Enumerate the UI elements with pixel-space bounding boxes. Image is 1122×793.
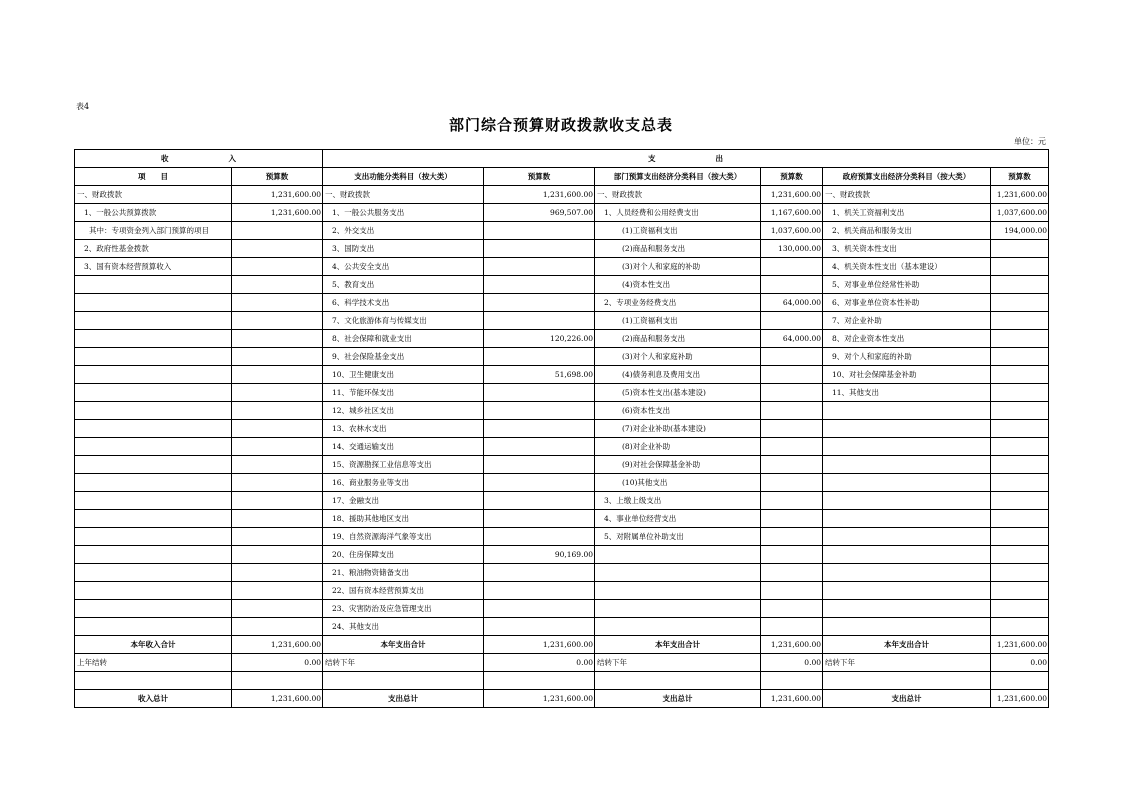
empty-row (75, 672, 1049, 690)
dept-econ-budget-cell (761, 258, 823, 276)
dept-econ-item-cell: (2)商品和服务支出 (595, 330, 761, 348)
gov-econ-item-cell: 11、其他支出 (823, 384, 991, 402)
year-expense-total-value: 1,231,600.00 (991, 636, 1049, 654)
income-item-cell (75, 582, 232, 600)
dept-econ-budget-cell: 130,000.00 (761, 240, 823, 258)
budget-column-header: 预算数 (232, 168, 323, 186)
function-class-budget-cell (484, 456, 595, 474)
gov-econ-budget-cell (991, 456, 1049, 474)
function-class-budget-cell (484, 240, 595, 258)
gov-econ-item-cell: 8、对企业资本性支出 (823, 330, 991, 348)
dept-econ-budget-cell: 1,037,600.00 (761, 222, 823, 240)
dept-econ-budget-cell (761, 276, 823, 294)
function-class-item-cell: 22、国有资本经营预算支出 (323, 582, 484, 600)
dept-econ-budget-cell (761, 564, 823, 582)
income-budget-cell (232, 420, 323, 438)
gov-econ-item-cell: 9、对个人和家庭的补助 (823, 348, 991, 366)
gov-econ-budget-cell (991, 240, 1049, 258)
income-item-cell (75, 420, 232, 438)
dept-econ-budget-cell (761, 474, 823, 492)
gov-econ-item-cell: 10、对社会保障基金补助 (823, 366, 991, 384)
year-expense-total-value: 1,231,600.00 (761, 636, 823, 654)
grand-total-row (75, 690, 1049, 708)
income-item-cell: 2、政府性基金拨款 (75, 240, 232, 258)
gov-econ-budget-cell (991, 474, 1049, 492)
dept-econ-budget-cell: 64,000.00 (761, 294, 823, 312)
budget-column-header: 预算数 (761, 168, 823, 186)
dept-econ-budget-cell (761, 366, 823, 384)
income-budget-cell (232, 330, 323, 348)
dept-econ-budget-cell (761, 456, 823, 474)
income-budget-cell (232, 456, 323, 474)
carry-next-year-label: 结转下年 (595, 654, 761, 672)
income-grand-total-label: 收入总计 (75, 690, 232, 708)
function-class-budget-cell: 51,698.00 (484, 366, 595, 384)
income-item-cell (75, 438, 232, 456)
dept-econ-budget-cell (761, 312, 823, 330)
dept-econ-budget-cell (761, 528, 823, 546)
gov-econ-budget-cell (991, 438, 1049, 456)
function-class-item-cell: 3、国防支出 (323, 240, 484, 258)
table-row (75, 240, 1049, 258)
income-item-cell (75, 366, 232, 384)
dept-econ-item-cell (595, 582, 761, 600)
gov-econ-item-cell (823, 600, 991, 618)
income-section-header: 收 入 (75, 150, 323, 168)
income-budget-cell (232, 294, 323, 312)
gov-econ-budget-cell (991, 582, 1049, 600)
income-item-cell: 其中：专项资金列入部门预算的项目 (75, 222, 232, 240)
function-class-budget-cell (484, 348, 595, 366)
dept-econ-item-cell: (7)对企业补助(基本建设) (595, 420, 761, 438)
gov-econ-item-cell: 1、机关工资福利支出 (823, 204, 991, 222)
year-expense-total-label: 本年支出合计 (595, 636, 761, 654)
function-class-budget-cell (484, 492, 595, 510)
gov-econ-budget-cell (991, 528, 1049, 546)
gov-econ-item-cell: 5、对事业单位经常性补助 (823, 276, 991, 294)
function-class-budget-cell (484, 510, 595, 528)
year-income-total-value: 1,231,600.00 (232, 636, 323, 654)
function-class-budget-cell (484, 564, 595, 582)
item-column-header: 项 目 (75, 168, 232, 186)
carry-next-year-value: 0.00 (484, 654, 595, 672)
dept-econ-item-cell: (4)资本性支出 (595, 276, 761, 294)
dept-econ-item-cell: 5、对附属单位补助支出 (595, 528, 761, 546)
income-budget-cell: 1,231,600.00 (232, 186, 323, 204)
income-item-cell (75, 294, 232, 312)
income-budget-cell (232, 366, 323, 384)
income-item-cell (75, 474, 232, 492)
carry-next-year-value: 0.00 (991, 654, 1049, 672)
dept-econ-budget-cell (761, 582, 823, 600)
function-class-item-cell: 8、社会保障和就业支出 (323, 330, 484, 348)
gov-econ-item-cell (823, 492, 991, 510)
dept-econ-budget-cell (761, 618, 823, 636)
expense-grand-total-label: 支出总计 (595, 690, 761, 708)
function-class-budget-cell (484, 420, 595, 438)
function-class-budget-cell (484, 618, 595, 636)
function-class-item-cell: 24、其他支出 (323, 618, 484, 636)
carry-next-year-label: 结转下年 (323, 654, 484, 672)
table-row (75, 546, 1049, 564)
gov-econ-item-cell: 7、对企业补助 (823, 312, 991, 330)
income-budget-cell (232, 510, 323, 528)
table-row (75, 492, 1049, 510)
carry-over-row (75, 654, 1049, 672)
function-class-item-cell: 23、灾害防治及应急管理支出 (323, 600, 484, 618)
income-item-cell (75, 528, 232, 546)
function-class-budget-cell (484, 474, 595, 492)
function-class-item-cell: 11、节能环保支出 (323, 384, 484, 402)
income-grand-total-value: 1,231,600.00 (232, 690, 323, 708)
table-row (75, 402, 1049, 420)
income-budget-cell (232, 546, 323, 564)
gov-econ-budget-cell (991, 492, 1049, 510)
table-row (75, 348, 1049, 366)
table-row (75, 330, 1049, 348)
gov-econ-budget-cell (991, 402, 1049, 420)
function-class-budget-cell: 1,231,600.00 (484, 186, 595, 204)
dept-econ-item-cell: 2、专项业务经费支出 (595, 294, 761, 312)
function-class-budget-cell (484, 402, 595, 420)
dept-econ-item-cell: 3、上缴上级支出 (595, 492, 761, 510)
dept-econ-item-cell (595, 546, 761, 564)
function-class-column-header: 支出功能分类科目（按大类） (323, 168, 484, 186)
function-class-item-cell: 14、交通运输支出 (323, 438, 484, 456)
gov-econ-budget-cell (991, 510, 1049, 528)
function-class-budget-cell (484, 600, 595, 618)
dept-econ-item-cell: (8)对企业补助 (595, 438, 761, 456)
income-budget-cell (232, 600, 323, 618)
unit-label: 单位：元 (1014, 137, 1046, 146)
income-budget-cell (232, 348, 323, 366)
table-row (75, 420, 1049, 438)
gov-econ-item-cell (823, 618, 991, 636)
income-budget-cell (232, 438, 323, 456)
dept-econ-budget-cell (761, 402, 823, 420)
income-budget-cell: 1,231,600.00 (232, 204, 323, 222)
function-class-item-cell: 21、粮油物资储备支出 (323, 564, 484, 582)
gov-econ-budget-cell (991, 366, 1049, 384)
gov-econ-budget-cell (991, 618, 1049, 636)
income-item-cell (75, 384, 232, 402)
income-budget-cell (232, 276, 323, 294)
year-expense-total-label: 本年支出合计 (323, 636, 484, 654)
table-row (75, 276, 1049, 294)
dept-econ-item-cell (595, 600, 761, 618)
dept-econ-item-cell: (3)对个人和家庭的补助 (595, 258, 761, 276)
dept-econ-item-cell: (9)对社会保障基金补助 (595, 456, 761, 474)
budget-column-header: 预算数 (484, 168, 595, 186)
function-class-item-cell: 7、文化旅游体育与传媒支出 (323, 312, 484, 330)
gov-econ-budget-cell: 1,231,600.00 (991, 186, 1049, 204)
dept-econ-class-column-header: 部门预算支出经济分类科目（按大类） (595, 168, 761, 186)
table-number-label: 表4 (76, 102, 90, 111)
function-class-budget-cell (484, 222, 595, 240)
dept-econ-item-cell (595, 618, 761, 636)
gov-econ-class-column-header: 政府预算支出经济分类科目（按大类） (823, 168, 991, 186)
gov-econ-budget-cell (991, 276, 1049, 294)
gov-econ-budget-cell (991, 600, 1049, 618)
table-row (75, 600, 1049, 618)
income-item-cell (75, 492, 232, 510)
function-class-budget-cell (484, 294, 595, 312)
income-item-cell (75, 348, 232, 366)
dept-econ-item-cell: (6)资本性支出 (595, 402, 761, 420)
gov-econ-budget-cell (991, 420, 1049, 438)
table-row (75, 384, 1049, 402)
gov-econ-item-cell (823, 402, 991, 420)
gov-econ-budget-cell (991, 564, 1049, 582)
gov-econ-budget-cell (991, 294, 1049, 312)
expense-grand-total-label: 支出总计 (823, 690, 991, 708)
table-row (75, 186, 1049, 204)
dept-econ-item-cell: (2)商品和服务支出 (595, 240, 761, 258)
dept-econ-budget-cell (761, 492, 823, 510)
function-class-budget-cell (484, 276, 595, 294)
carry-next-year-label: 结转下年 (823, 654, 991, 672)
function-class-item-cell: 4、公共安全支出 (323, 258, 484, 276)
table-row (75, 564, 1049, 582)
income-item-cell (75, 456, 232, 474)
gov-econ-budget-cell: 1,037,600.00 (991, 204, 1049, 222)
income-item-cell (75, 402, 232, 420)
gov-econ-budget-cell (991, 546, 1049, 564)
table-row (75, 528, 1049, 546)
function-class-budget-cell (484, 258, 595, 276)
function-class-item-cell: 18、援助其他地区支出 (323, 510, 484, 528)
gov-econ-budget-cell (991, 258, 1049, 276)
expense-grand-total-label: 支出总计 (323, 690, 484, 708)
dept-econ-item-cell (595, 564, 761, 582)
gov-econ-item-cell: 3、机关资本性支出 (823, 240, 991, 258)
income-budget-cell (232, 240, 323, 258)
function-class-item-cell: 6、科学技术支出 (323, 294, 484, 312)
dept-econ-budget-cell: 1,167,600.00 (761, 204, 823, 222)
income-budget-cell (232, 582, 323, 600)
dept-econ-item-cell: (3)对个人和家庭补助 (595, 348, 761, 366)
expense-grand-total-value: 1,231,600.00 (484, 690, 595, 708)
table-row (75, 222, 1049, 240)
function-class-item-cell: 9、社会保险基金支出 (323, 348, 484, 366)
function-class-budget-cell (484, 528, 595, 546)
income-budget-cell (232, 384, 323, 402)
gov-econ-budget-cell (991, 384, 1049, 402)
gov-econ-budget-cell: 194,000.00 (991, 222, 1049, 240)
gov-econ-item-cell (823, 582, 991, 600)
income-budget-cell (232, 492, 323, 510)
carry-next-year-value: 0.00 (761, 654, 823, 672)
table-row (75, 456, 1049, 474)
gov-econ-item-cell: 6、对事业单位资本性补助 (823, 294, 991, 312)
last-year-carry-value: 0.00 (232, 654, 323, 672)
dept-econ-item-cell: (1)工资福利支出 (595, 312, 761, 330)
gov-econ-item-cell (823, 420, 991, 438)
expense-section-header: 支 出 (323, 150, 1049, 168)
income-budget-cell (232, 258, 323, 276)
dept-econ-budget-cell (761, 348, 823, 366)
dept-econ-budget-cell (761, 600, 823, 618)
table-row (75, 204, 1049, 222)
dept-econ-budget-cell: 64,000.00 (761, 330, 823, 348)
gov-econ-budget-cell (991, 348, 1049, 366)
function-class-budget-cell: 90,169.00 (484, 546, 595, 564)
table-row (75, 474, 1049, 492)
income-budget-cell (232, 312, 323, 330)
function-class-item-cell: 15、资源勘探工业信息等支出 (323, 456, 484, 474)
gov-econ-item-cell: 2、机关商品和服务支出 (823, 222, 991, 240)
income-item-cell: 一、财政拨款 (75, 186, 232, 204)
income-budget-cell (232, 474, 323, 492)
gov-econ-item-cell: 4、机关资本性支出（基本建设） (823, 258, 991, 276)
table-row (75, 582, 1049, 600)
dept-econ-budget-cell (761, 420, 823, 438)
dept-econ-budget-cell (761, 510, 823, 528)
gov-econ-item-cell (823, 546, 991, 564)
function-class-item-cell: 2、外交支出 (323, 222, 484, 240)
budget-summary-table (74, 149, 1049, 708)
income-item-cell: 1、一般公共预算拨款 (75, 204, 232, 222)
function-class-item-cell: 12、城乡社区支出 (323, 402, 484, 420)
dept-econ-item-cell: (5)资本性支出(基本建设) (595, 384, 761, 402)
year-expense-total-value: 1,231,600.00 (484, 636, 595, 654)
dept-econ-item-cell: 1、人员经费和公用经费支出 (595, 204, 761, 222)
last-year-carry-label: 上年结转 (75, 654, 232, 672)
dept-econ-item-cell: (10)其他支出 (595, 474, 761, 492)
dept-econ-item-cell: 4、事业单位经营支出 (595, 510, 761, 528)
function-class-budget-cell: 120,226.00 (484, 330, 595, 348)
income-budget-cell (232, 618, 323, 636)
function-class-budget-cell (484, 312, 595, 330)
gov-econ-budget-cell (991, 312, 1049, 330)
function-class-item-cell: 5、教育支出 (323, 276, 484, 294)
income-budget-cell (232, 402, 323, 420)
table-row (75, 618, 1049, 636)
table-row (75, 438, 1049, 456)
dept-econ-budget-cell (761, 384, 823, 402)
page-title: 部门综合预算财政拨款收支总表 (448, 116, 673, 134)
income-item-cell (75, 564, 232, 582)
income-item-cell (75, 510, 232, 528)
gov-econ-item-cell: 一、财政拨款 (823, 186, 991, 204)
dept-econ-budget-cell: 1,231,600.00 (761, 186, 823, 204)
budget-column-header: 预算数 (991, 168, 1049, 186)
gov-econ-item-cell (823, 474, 991, 492)
income-budget-cell (232, 528, 323, 546)
table-row (75, 366, 1049, 384)
dept-econ-budget-cell (761, 438, 823, 456)
dept-econ-item-cell: (1)工资福利支出 (595, 222, 761, 240)
dept-econ-budget-cell (761, 546, 823, 564)
year-income-total-label: 本年收入合计 (75, 636, 232, 654)
gov-econ-item-cell (823, 564, 991, 582)
function-class-budget-cell (484, 384, 595, 402)
function-class-item-cell: 10、卫生健康支出 (323, 366, 484, 384)
expense-grand-total-value: 1,231,600.00 (761, 690, 823, 708)
income-budget-cell (232, 564, 323, 582)
function-class-item-cell: 一、财政拨款 (323, 186, 484, 204)
income-item-cell (75, 600, 232, 618)
expense-grand-total-value: 1,231,600.00 (991, 690, 1049, 708)
dept-econ-item-cell: 一、财政拨款 (595, 186, 761, 204)
gov-econ-item-cell (823, 528, 991, 546)
income-item-cell (75, 546, 232, 564)
function-class-budget-cell: 969,507.00 (484, 204, 595, 222)
table-row (75, 294, 1049, 312)
function-class-item-cell: 16、商业服务业等支出 (323, 474, 484, 492)
function-class-item-cell: 13、农林水支出 (323, 420, 484, 438)
income-item-cell (75, 618, 232, 636)
income-item-cell (75, 330, 232, 348)
income-item-cell (75, 276, 232, 294)
income-item-cell: 3、国有资本经营预算收入 (75, 258, 232, 276)
function-class-item-cell: 1、一般公共服务支出 (323, 204, 484, 222)
gov-econ-item-cell (823, 438, 991, 456)
income-item-cell (75, 312, 232, 330)
year-expense-total-label: 本年支出合计 (823, 636, 991, 654)
income-budget-cell (232, 222, 323, 240)
function-class-budget-cell (484, 582, 595, 600)
function-class-item-cell: 17、金融支出 (323, 492, 484, 510)
table-row (75, 258, 1049, 276)
table-row (75, 510, 1049, 528)
dept-econ-item-cell: (4)债务利息及费用支出 (595, 366, 761, 384)
gov-econ-item-cell (823, 510, 991, 528)
gov-econ-budget-cell (991, 330, 1049, 348)
function-class-item-cell: 20、住房保障支出 (323, 546, 484, 564)
year-total-row (75, 636, 1049, 654)
table-row (75, 312, 1049, 330)
function-class-item-cell: 19、自然资源海洋气象等支出 (323, 528, 484, 546)
function-class-budget-cell (484, 438, 595, 456)
gov-econ-item-cell (823, 456, 991, 474)
